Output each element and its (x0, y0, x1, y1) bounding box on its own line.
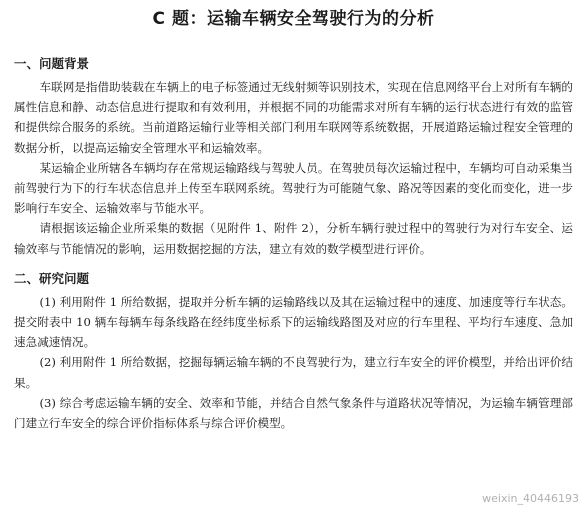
document-title: C 题：运输车辆安全驾驶行为的分析 (152, 9, 435, 29)
section-heading-research-questions: 二、研究问题 (14, 270, 90, 286)
question-item: (2) 利用附件 1 所给数据，挖掘每辆运输车辆的不良驾驶行为，建立行车安全的评价模型，并给出评价结果。 (14, 355, 573, 390)
question-item: (1) 利用附件 1 所给数据，提取并分析车辆的运输路线以及其在运输过程中的速度、加速度等行车状态。提交附表中 10 辆车每辆车每条线路在经纬度坐标系下的运输线路图及对应的行车里程、平均行车速度、急加速急减速情况。 (14, 294, 573, 350)
paragraph: 车联网是指借助装载在车辆上的电子标签通过无线射频等识别技术，实现在信息网络平台上对所有车辆的属性信息和静、动态信息进行提取和有效利用，并根据不同的功能需求对所有车辆的运行状态进行有效的监管和提供综合服务的系统。当前道路运输行业等相关部门利用车联网等系统数据，开展道路运输过程安全管理的数据分析，以提高运输安全管理水平和运输效率。 (14, 80, 573, 155)
section-research-questions (14, 271, 573, 433)
section-gap (14, 259, 573, 271)
paragraph: 请根据该运输企业所采集的数据（见附件 1、附件 2），分析车辆行驶过程中的驾驶行为对行车安全、运输效率与节能情况的影响，运用数据挖掘的方法，建立有效的数学模型进行评价。 (14, 221, 573, 256)
section-heading-background: 一、问题背景 (14, 56, 90, 71)
watermark-text: weixin_40446193 (482, 492, 579, 505)
question-item: (3) 综合考虑运输车辆的安全、效率和节能，并结合自然气象条件与道路状况等情况，为运输车辆管理部门建立行车安全的综合评价指标体系与综合评价模型。 (14, 395, 573, 431)
section-background (14, 56, 573, 259)
paragraph: 某运输企业所辖各车辆均存在常规运输路线与驾驶人员。在驾驶员每次运输过程中，车辆均可自动采集当前驾驶行为下的行车状态信息并上传至车联网系统。驾驶行为可能随气象、路况等因素的变化而变化，进一步影响行车安全、运输效率与节能水平。 (14, 160, 573, 216)
